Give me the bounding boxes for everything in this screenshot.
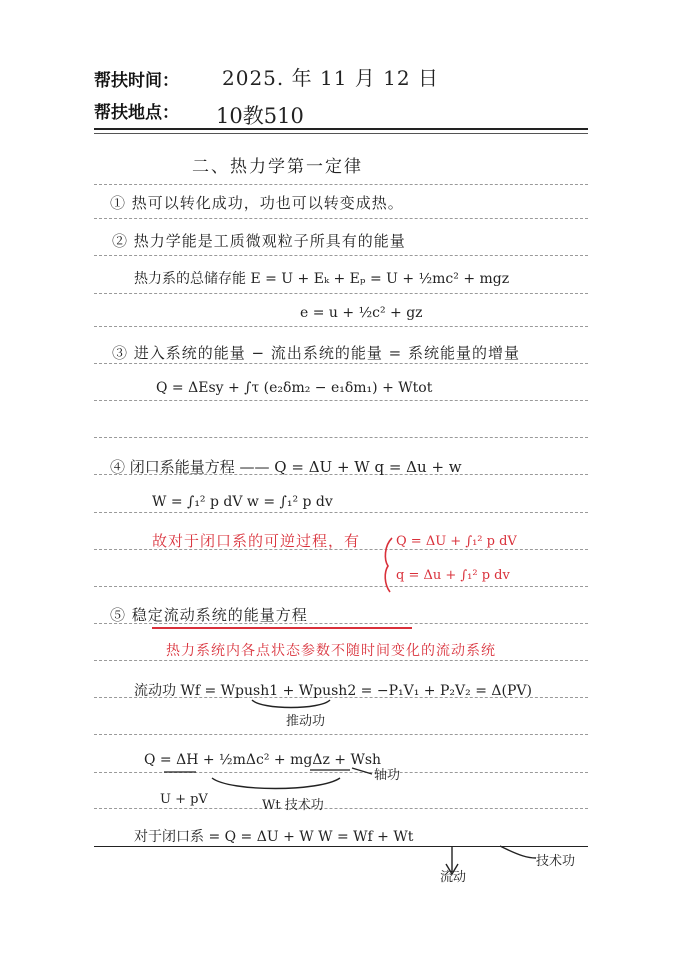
item-4-red-eq-2: q = Δu + ∫₁² p dv xyxy=(396,568,510,583)
item-4-text: ④ 闭口系能量方程 —— Q = ΔU + W q = Δu + w xyxy=(110,458,462,476)
item-2-energy-equation: 热力系的总储存能 E = U + Eₖ + Eₚ = U + ½mc² + mgz xyxy=(134,271,510,287)
item-4-work-equation: W = ∫₁² p dV w = ∫₁² p dv xyxy=(152,494,333,510)
item-5-shaft-work-label: 轴功 xyxy=(374,768,401,783)
item-4-red-note: 故对于闭口系的可逆过程，有 xyxy=(152,532,361,550)
technical-work-brace xyxy=(212,778,340,789)
shaft-arrow xyxy=(352,768,372,774)
item-5-red-definition: 热力系统内各点状态参数不随时间变化的流动系统 xyxy=(166,643,496,659)
section-title: 二、热力学第一定律 xyxy=(192,157,363,177)
help-time-label: 帮扶时间： xyxy=(94,71,179,91)
item-5-steady-flow-eq: Q = ΔH + ½mΔc² + mgΔz + Wsh xyxy=(144,752,382,768)
item-4-red-eq-1: Q = ΔU + ∫₁² p dV xyxy=(396,534,517,549)
help-place-label: 帮扶地点： xyxy=(94,103,179,123)
item-5-text: ⑤ 稳定流动系统的能量方程 xyxy=(110,606,308,624)
item-5-technical-work-label: Wt 技术功 xyxy=(262,798,324,813)
item-3-equation: Q = ΔEsy + ∫τ (e₂δm₂ − e₁δm₁) + Wtot xyxy=(156,380,433,396)
push-work-brace xyxy=(252,700,330,708)
item-5-flow-note: 流动 xyxy=(440,870,467,885)
item-5-enthalpy-label: U + pV xyxy=(160,792,208,807)
item-2-text: ② 热力学能是工质微观粒子所具有的能量 xyxy=(112,232,406,250)
item-5-push-work-label: 推动功 xyxy=(286,714,326,729)
item-3-text: ③ 进入系统的能量 − 流出系统的能量 = 系统能量的增量 xyxy=(112,344,520,362)
item-5-technical-work-note: 技术功 xyxy=(536,854,576,869)
item-5-flow-work: 流动功 Wf = Wpush1 + Wpush2 = −P₁V₁ + P₂V₂ = Δ(PV) xyxy=(134,683,532,699)
help-time-value: 2025. 年 11 月 12 日 xyxy=(222,66,439,90)
help-place-value: 10教510 xyxy=(216,104,304,128)
item-1-text: ① 热可以转化成功，功也可以转变成热。 xyxy=(110,194,404,212)
red-brace xyxy=(385,538,392,592)
item-5-closed-system-eq: 对于闭口系 = Q = ΔU + W W = Wf + Wt xyxy=(134,829,414,845)
technical-arrow xyxy=(500,846,536,858)
item-2-specific-energy: e = u + ½c² + gz xyxy=(300,305,423,321)
